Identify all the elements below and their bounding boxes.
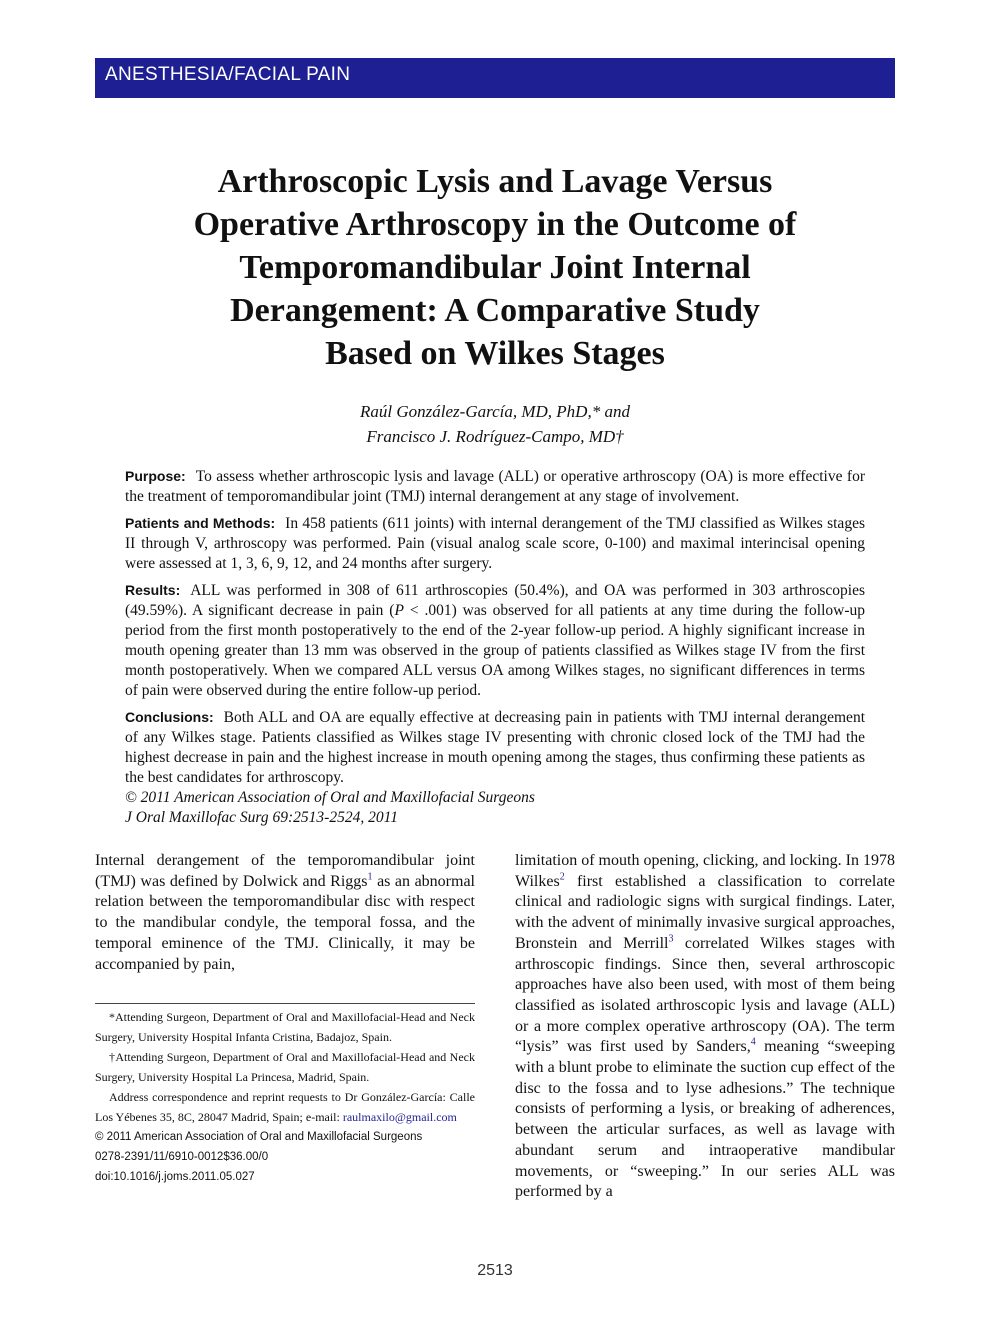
results-text-b: < .001) was observed for all patients at any time during the follow-up period from the first month postoperatively to the end of the 2-year follow-up period. A highly significant increase in mouth opening greater than 13 mm was observed in the group of patients classified as Wilkes stage IV from the first month postoperatively. When we compared ALL versus OA among Wilkes stages, no significant differences in terms of pain were observed during the entire follow-up period. <box>125 602 865 699</box>
body-text: limitation of mouth opening, clicking, and locking. In 1978 Wilkes <box>515 852 895 890</box>
article-title <box>95 160 895 375</box>
author-line: Francisco J. Rodríguez-Campo, MD† <box>366 427 624 446</box>
footnote-correspondence <box>95 1087 475 1127</box>
body-column-right <box>515 851 895 1203</box>
email-link[interactable]: raulmaxilo@gmail.com <box>342 1110 457 1124</box>
title-line: Arthroscopic Lysis and Lavage Versus <box>217 163 773 200</box>
abstract-methods <box>125 513 865 574</box>
abstract-conclusions <box>125 707 865 788</box>
journal-citation: J Oral Maxillofac Surg 69:2513-2524, 2011 <box>125 809 398 826</box>
footnote-divider <box>95 1003 475 1004</box>
section-label: ANESTHESIA/FACIAL PAIN <box>105 64 351 85</box>
correspondence-text: Address correspondence and reprint requests to Dr González-García: Calle Los Yébenes 35, 8C, 28047 Madrid, Spain; e-mail: <box>95 1090 475 1124</box>
title-line: Based on Wilkes Stages <box>325 335 665 372</box>
section-banner <box>95 58 895 98</box>
body-column-left <box>95 851 475 975</box>
conclusions-text: Both ALL and OA are equally effective at decreasing pain in patients with TMJ internal derangement of any Wilkes stage. Patients classified as Wilkes stage IV presenting with chronic closed lock of the TMJ had the highest decrease in pain and the highest increase in mouth opening among the stages, thus confirming these patients as the best candidates for arthroscopy. <box>125 709 865 786</box>
body-text: correlated Wilkes stages with arthroscopic findings. Since then, several arthroscopic approaches have also been used, with most of them being classified as isolated arthroscopic lysis and lavage (ALL) or a more complex operative arthroscopy (OA). The term “lysis” was first used by Sanders, <box>515 934 896 1056</box>
footnote-issn: 0278-2391/11/6910-0012$36.00/0 <box>95 1151 269 1163</box>
page-number: 2513 <box>477 1262 513 1279</box>
reference-link[interactable]: 3 <box>668 933 674 945</box>
methods-heading: Patients and Methods: <box>125 515 276 531</box>
abstract-purpose <box>125 466 865 507</box>
footnote-affiliation-1: *Attending Surgeon, Department of Oral and Maxillofacial-Head and Neck Surgery, University Hospital Infanta Cristina, Badajoz, Spain. <box>95 1010 475 1044</box>
abstract <box>125 466 865 828</box>
footnote-affiliation-2: †Attending Surgeon, Department of Oral and Maxillofacial-Head and Neck Surgery, University Hospital La Princesa, Madrid, Spain. <box>95 1050 475 1084</box>
title-line: Temporomandibular Joint Internal <box>239 249 751 286</box>
methods-text: In 458 patients (611 joints) with internal derangement of the TMJ classified as Wilkes stages II through V, arthroscopy was performed. Pain (visual analog scale score, 0-100) and maximal interincisal opening were assessed at 1, 3, 6, 9, 12, and 24 months after surgery. <box>125 515 865 572</box>
author-line: Raúl González-García, MD, PhD,* and <box>360 402 630 421</box>
purpose-heading: Purpose: <box>125 468 186 484</box>
reference-link[interactable]: 2 <box>559 871 565 883</box>
body-text: meaning “sweeping with a blunt probe to eliminate the suction cup effect of the disc to the fossa and to lyse adhesions.” The technique consists of performing a lysis, or breaking of adherences, between the articular surfaces, as well as lavage with abundant serum and intraoperative mandibular movements, or “sweeping.” In our series ALL was performed by a <box>515 1038 895 1201</box>
conclusions-heading: Conclusions: <box>125 709 214 725</box>
title-line: Derangement: A Comparative Study <box>230 292 760 329</box>
body-text: first established a classification to correlate clinical and radiologic signs with surgical findings. Later, with the advent of minimally invasive surgical approaches, Bronstein and Merrill <box>515 872 895 952</box>
footnote-doi[interactable]: doi:10.1016/j.joms.2011.05.027 <box>95 1171 255 1183</box>
footnotes <box>95 1007 475 1187</box>
reference-link[interactable]: 4 <box>750 1037 756 1048</box>
purpose-text: To assess whether arthroscopic lysis and lavage (ALL) or operative arthroscopy (OA) is more effective for the treatment of temporomandibular joint (TMJ) internal derangement at any stage of involvement. <box>125 468 865 505</box>
results-p-symbol: P <box>394 602 404 619</box>
title-line: Operative Arthroscopy in the Outcome of <box>193 206 797 243</box>
footnote-copyright: © 2011 American Association of Oral and Maxillofacial Surgeons <box>95 1131 423 1143</box>
body-text: as an abnormal relation between the temporomandibular disc with respect to the mandibular condyle, the temporal fossa, and the temporal eminence of the TMJ. Clinically, it may be accompanied by pain, <box>95 872 475 973</box>
author-list <box>95 399 895 449</box>
abstract-copyright: © 2011 American Association of Oral and Maxillofacial Surgeons <box>125 789 535 806</box>
body-text: Internal derangement of the temporomandibular joint (TMJ) was defined by Dolwick and Riggs <box>95 852 475 890</box>
results-text-a: ALL was performed in 308 of 611 arthroscopies (50.4%), and OA was performed in 303 arthroscopies (49.59%). A significant decrease in pain ( <box>125 582 865 619</box>
reference-link[interactable]: 1 <box>367 871 373 883</box>
abstract-results <box>125 580 865 701</box>
results-heading: Results: <box>125 582 181 598</box>
